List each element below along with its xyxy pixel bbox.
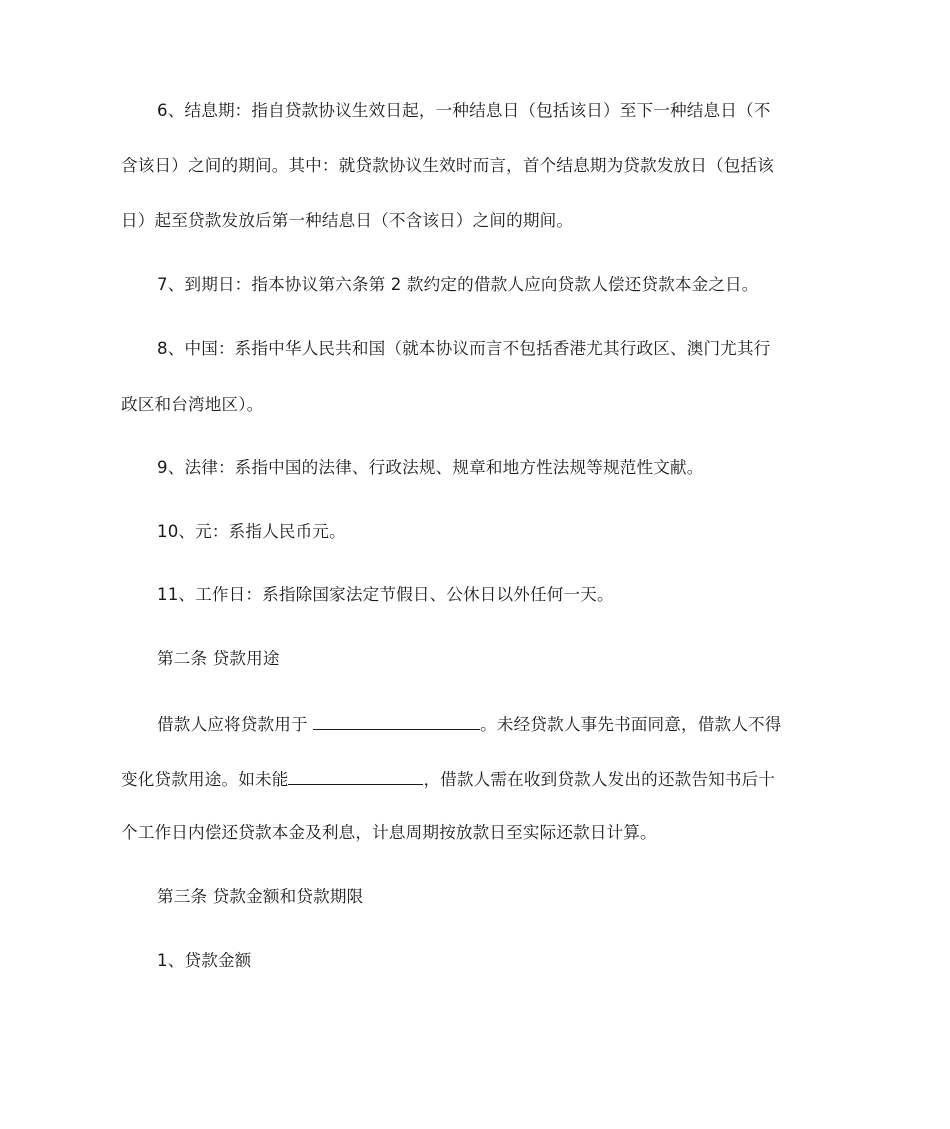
clause-10: 10、元：系指人民币元。	[157, 522, 346, 541]
clause-6-line-1: 6、结息期：指自贷款协议生效日起，一种结息日（包括该日）至下一种结息日（不	[157, 101, 771, 120]
clause-6-line-2: 含该日）之间的期间。其中：就贷款协议生效时而言，首个结息期为贷款发放日（包括该	[121, 156, 775, 175]
article-2-text-b: 。未经贷款人事先书面同意，借款人不得	[480, 715, 782, 734]
clause-8-line-2: 政区和台湾地区）。	[121, 395, 264, 414]
article-2-paragraph-line-1	[157, 711, 836, 737]
loan-purpose-blank[interactable]	[313, 711, 480, 730]
article-2-paragraph-line-2	[121, 766, 836, 792]
clause-8-line-1: 8、中国：系指中华人民共和国（就本协议而言不包括香港尤其行政区、澳门尤其行	[157, 339, 771, 358]
article-3-heading: 第三条 贷款金额和贷款期限	[157, 887, 364, 906]
clause-9: 9、法律：系指中国的法律、行政法规、规章和地方性法规等规范性文献。	[157, 458, 704, 477]
article-2-text-d: ，借款人需在收到贷款人发出的还款告知书后十	[423, 770, 776, 789]
article-3-item-1: 1、贷款金额	[157, 951, 252, 970]
article-2-text-a: 借款人应将贷款用于	[157, 715, 314, 734]
condition-blank[interactable]	[288, 766, 423, 785]
clause-6-line-3: 日）起至贷款发放后第一种结息日（不含该日）之间的期间。	[121, 211, 574, 230]
clause-7: 7、到期日：指本协议第六条第 2 款约定的借款人应向贷款人偿还贷款本金之日。	[157, 275, 759, 294]
article-2-paragraph-line-3: 个工作日内偿还贷款本金及利息，计息周期按放款日至实际还款日计算。	[121, 823, 657, 842]
article-2-text-c: 变化贷款用途。如未能	[121, 770, 289, 789]
article-2-heading: 第二条 贷款用途	[157, 649, 280, 668]
clause-11: 11、工作日：系指除国家法定节假日、公休日以外任何一天。	[157, 585, 614, 604]
